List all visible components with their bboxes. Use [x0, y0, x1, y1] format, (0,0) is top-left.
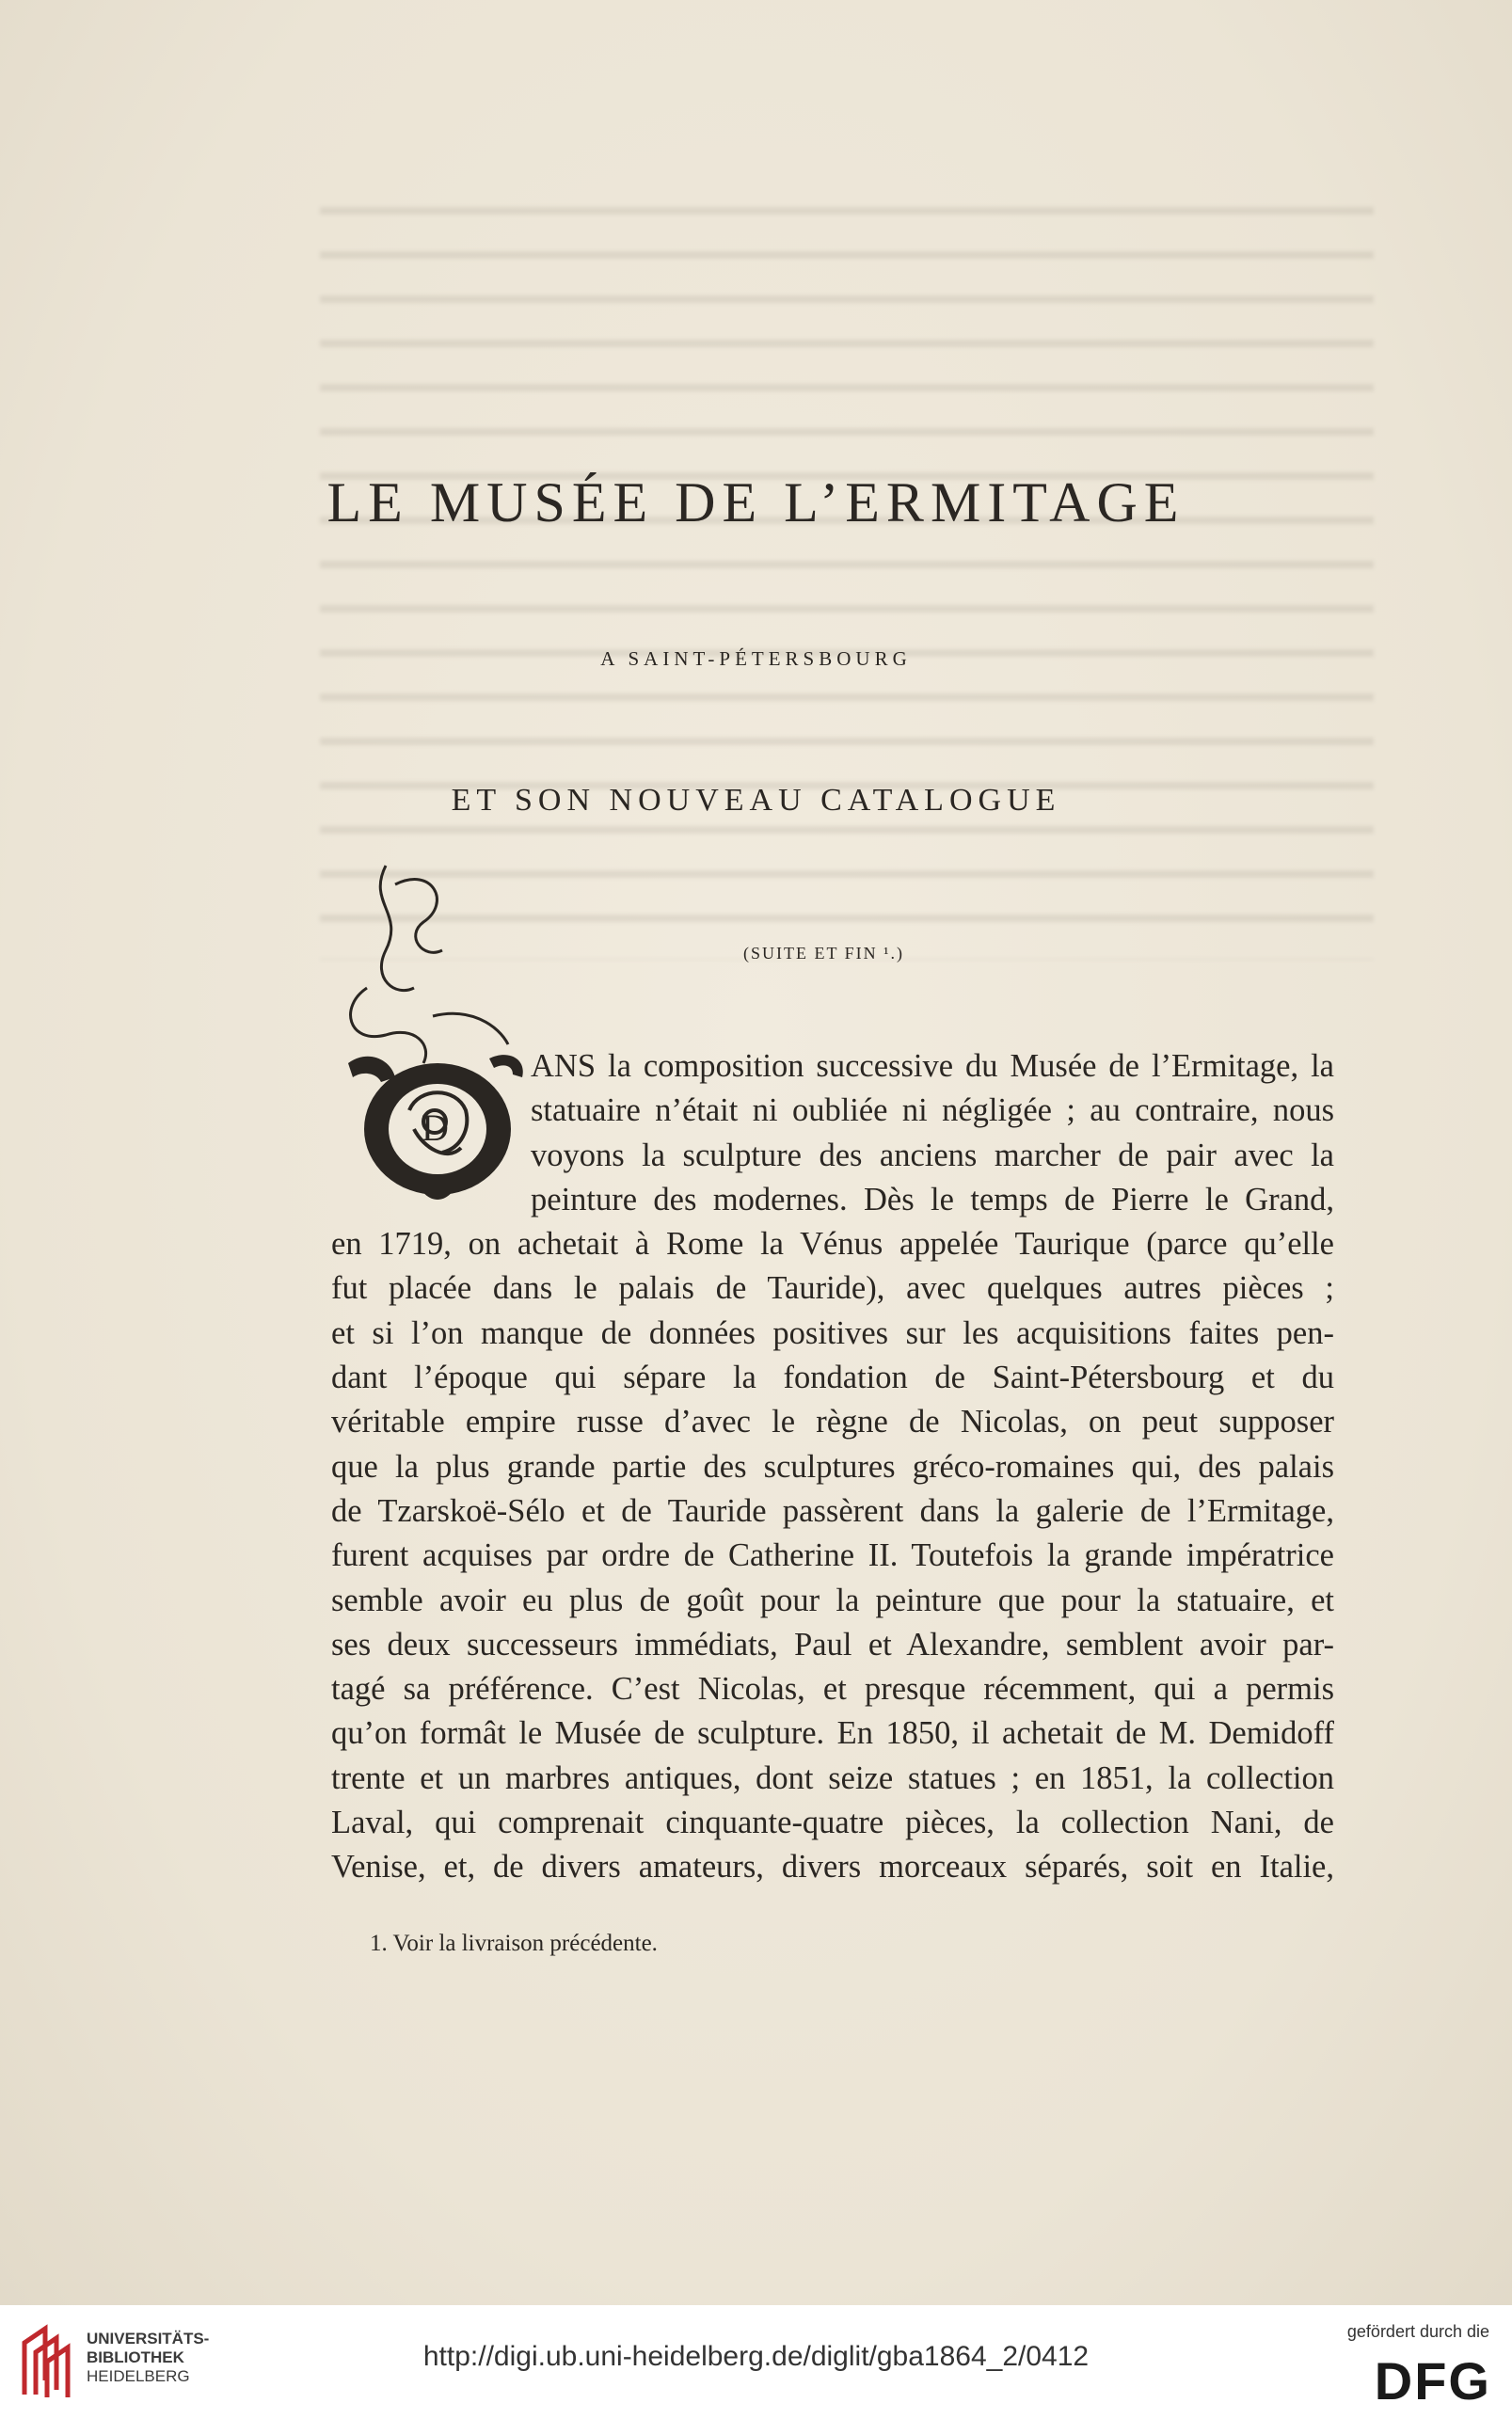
- body-line: que la plus grande partie des sculptures gréco-romaines qui, des palais: [331, 1448, 1334, 1485]
- sponsor-label: gefördert durch die: [1346, 2322, 1489, 2341]
- permalink-url[interactable]: http://digi.ub.uni-heidelberg.de/diglit/gba1864_2/0412: [422, 2341, 1090, 2372]
- body-line: semble avoir eu plus de goût pour la peinture que pour la statuaire, et: [331, 1582, 1334, 1618]
- body-line: en 1719, on achetait à Rome la Vénus appelée Taurique (parce qu’elle: [331, 1226, 1334, 1263]
- body-line: Venise, et, de divers amateurs, divers morceaux séparés, soit en Italie,: [331, 1849, 1334, 1886]
- body-line: tagé sa préférence. C’est Nicolas, et presque récemment, qui a permis: [331, 1671, 1334, 1708]
- continuation-note: (SUITE ET FIN ¹.): [743, 944, 905, 963]
- body-line: Laval, qui comprenait cinquante-quatre pièces, la collection Nani, de: [331, 1805, 1334, 1841]
- body-line: voyons la sculpture des anciens marcher de pair avec la: [531, 1137, 1334, 1173]
- body-line: ANS la composition successive du Musée de l’Ermitage, la: [531, 1048, 1334, 1084]
- body-line: trente et un marbres antiques, dont seize statues ; en 1851, la collection: [331, 1759, 1334, 1796]
- footnote: 1. Voir la livraison précédente.: [370, 1931, 658, 1956]
- article-body: [331, 1044, 1334, 1890]
- page-title: LE MUSÉE DE L’ERMITAGE: [326, 471, 1186, 533]
- bleed-through-texture: [320, 179, 1374, 960]
- body-line: furent acquises par ordre de Catherine II. Toutefois la grande impératrice: [331, 1537, 1334, 1574]
- body-line: de Tzarskoë-Sélo et de Tauride passèrent dans la galerie de l’Ermitage,: [331, 1492, 1334, 1529]
- body-line: et si l’on manque de données positives sur les acquisitions faites pen-: [331, 1314, 1334, 1351]
- body-line: fut placée dans le palais de Tauride), avec quelques autres pièces ;: [331, 1270, 1334, 1307]
- body-line: véritable empire russe d’avec le règne de Nicolas, on peut supposer: [331, 1404, 1334, 1440]
- body-line: qu’on formât le Musée de sculpture. En 1850, il achetait de M. Demidoff: [331, 1715, 1334, 1752]
- library-name: UNIVERSITÄTS- BIBLIOTHEK HEIDELBERG: [87, 2330, 210, 2385]
- body-line: dant l’époque qui sépare la fondation de Saint-Pétersbourg et du: [331, 1360, 1334, 1396]
- body-line: ses deux successeurs immédiats, Paul et Alexandre, semblent avoir par-: [331, 1626, 1334, 1663]
- body-line: peinture des modernes. Dès le temps de Pierre le Grand,: [531, 1181, 1334, 1217]
- viewer-footer: [0, 2305, 1512, 2419]
- svg-text:D: D: [422, 1106, 449, 1149]
- page-subtitle: A SAINT-PÉTERSBOURG: [600, 647, 912, 670]
- body-line: statuaire n’était ni oubliée ni négligée ; au contraire, nous: [531, 1092, 1334, 1129]
- page-subtitle-2: ET SON NOUVEAU CATALOGUE: [451, 783, 1061, 818]
- dfg-logo-icon: DFG: [1374, 2351, 1491, 2411]
